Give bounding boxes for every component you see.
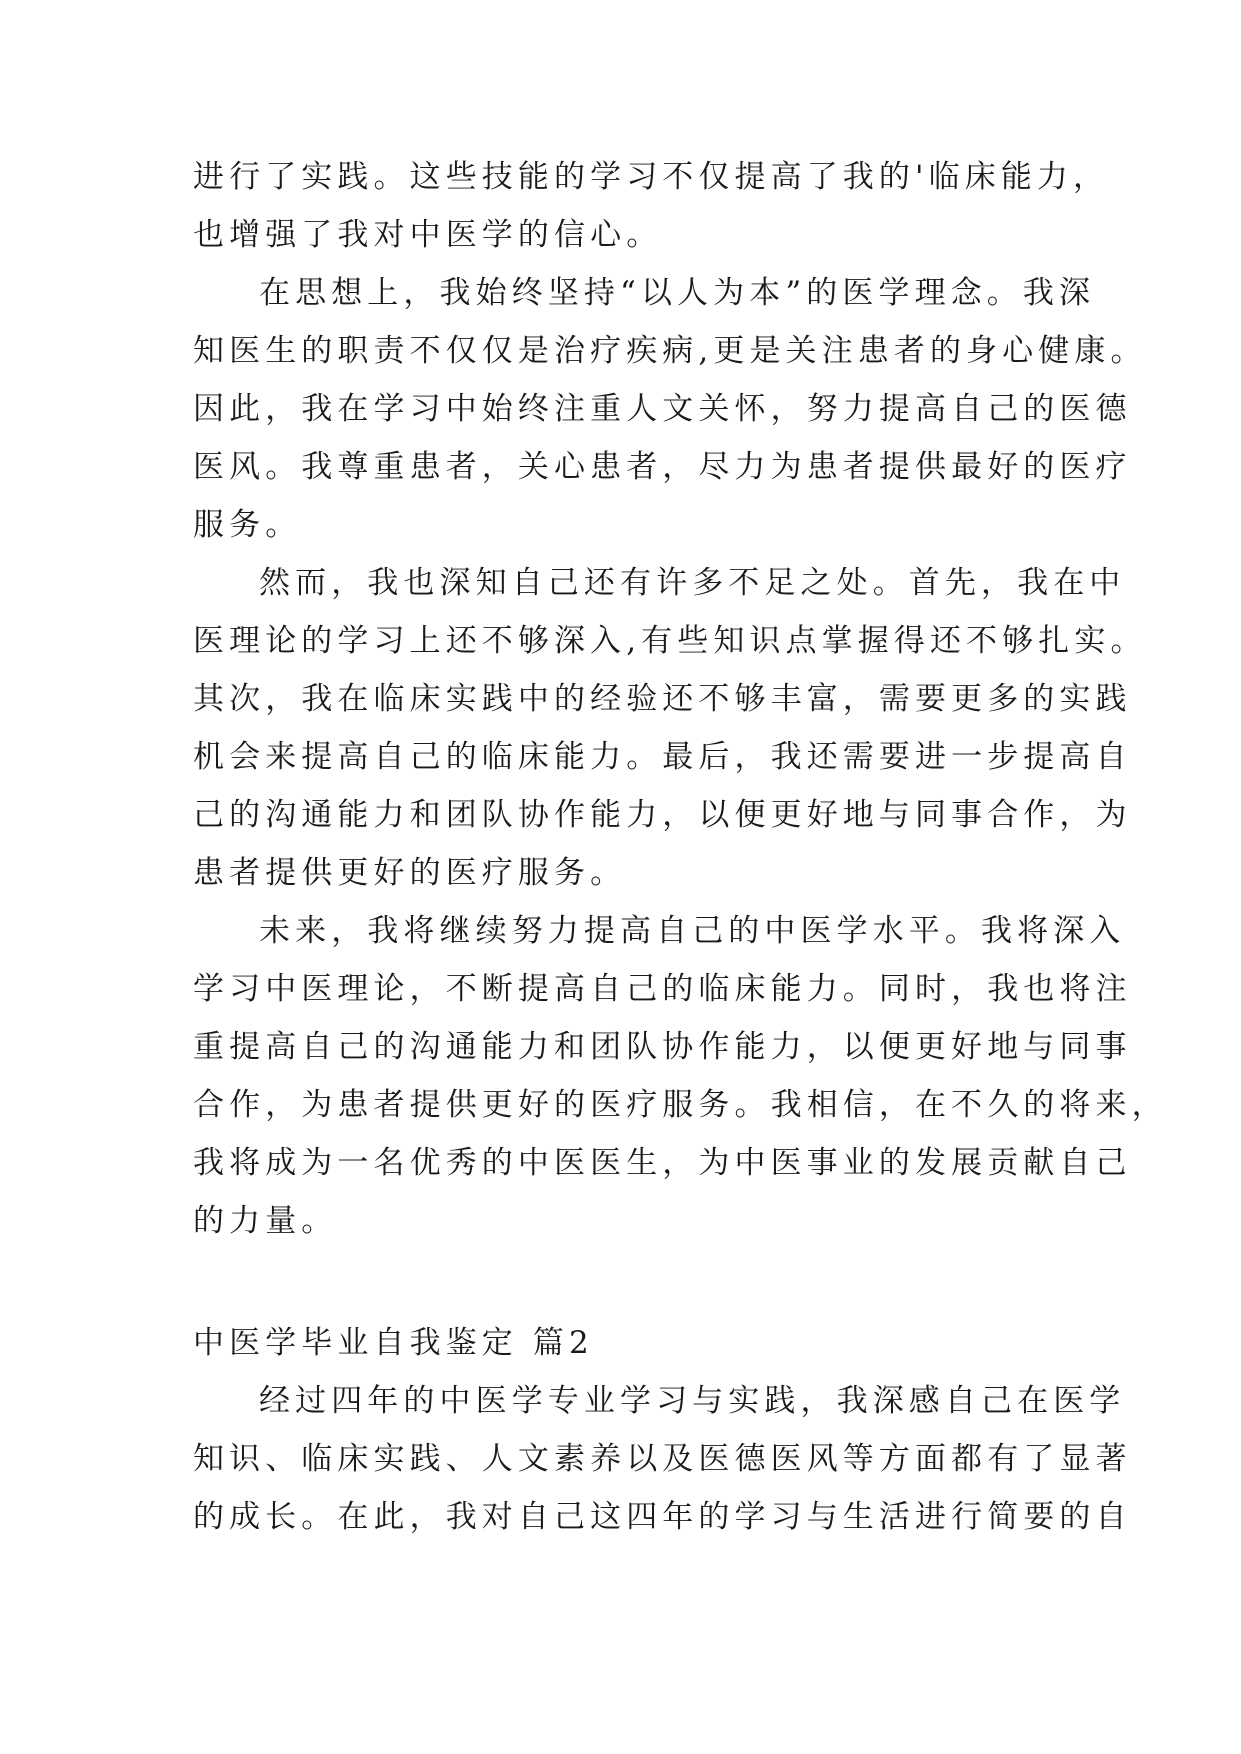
paragraph-1 — [193, 148, 1110, 264]
document-page — [193, 148, 1168, 1546]
text-line: 在思想上，我始终坚持“以人为本”的医学理念。我深 — [259, 275, 1096, 311]
text-line: 然而，我也深知自己还有许多不足之处。首先，我在中 — [259, 565, 1126, 601]
text-line: 经过四年的中医学专业学习与实践，我深感自己在医学 — [259, 1383, 1126, 1419]
text-line: 患者提供更好的医疗服务。 — [193, 855, 627, 891]
text-line: 服务。 — [193, 507, 302, 543]
paragraph-2 — [193, 264, 1147, 554]
text-line: 我将成为一名优秀的中医医生，为中医事业的发展贡献自己 — [193, 1145, 1132, 1181]
text-line: 重提高自己的沟通能力和团队协作能力，以便更好地与同事 — [193, 1029, 1132, 1065]
text-line: 医理论的学习上还不够深入,有些知识点掌握得还不够扎实。 — [193, 623, 1147, 659]
text-line: 未来，我将继续努力提高自己的中医学水平。我将深入 — [259, 913, 1126, 949]
text-line: 也增强了我对中医学的信心。 — [193, 217, 663, 253]
text-line: 的成长。在此，我对自己这四年的学习与生活进行简要的自 — [193, 1499, 1132, 1535]
section-paragraph — [193, 1372, 1132, 1546]
text-line: 学习中医理论，不断提高自己的临床能力。同时，我也将注 — [193, 971, 1132, 1007]
text-line: 己的沟通能力和团队协作能力，以便更好地与同事合作，为 — [193, 797, 1132, 833]
text-line: 知医生的职责不仅仅是治疗疾病,更是关注患者的身心健康。 — [193, 333, 1147, 369]
text-line: 进行了实践。这些技能的学习不仅提高了我的'临床能力， — [193, 159, 1110, 195]
text-line: 合作，为患者提供更好的医疗服务。我相信，在不久的将来， — [193, 1087, 1168, 1123]
text-line: 其次，我在临床实践中的经验还不够丰富，需要更多的实践 — [193, 681, 1132, 717]
section-heading: 中医学毕业自我鉴定 篇2 — [193, 1325, 594, 1361]
text-line: 因此，我在学习中始终注重人文关怀，努力提高自己的医德 — [193, 391, 1132, 427]
text-line: 知识、临床实践、人文素养以及医德医风等方面都有了显著 — [193, 1441, 1132, 1477]
paragraph-3 — [193, 554, 1147, 902]
text-line: 医风。我尊重患者，关心患者，尽力为患者提供最好的医疗 — [193, 449, 1132, 485]
text-line: 机会来提高自己的临床能力。最后，我还需要进一步提高自 — [193, 739, 1132, 775]
text-line: 的力量。 — [193, 1203, 338, 1239]
section-gap — [193, 1250, 1055, 1314]
paragraph-4 — [193, 902, 1168, 1250]
